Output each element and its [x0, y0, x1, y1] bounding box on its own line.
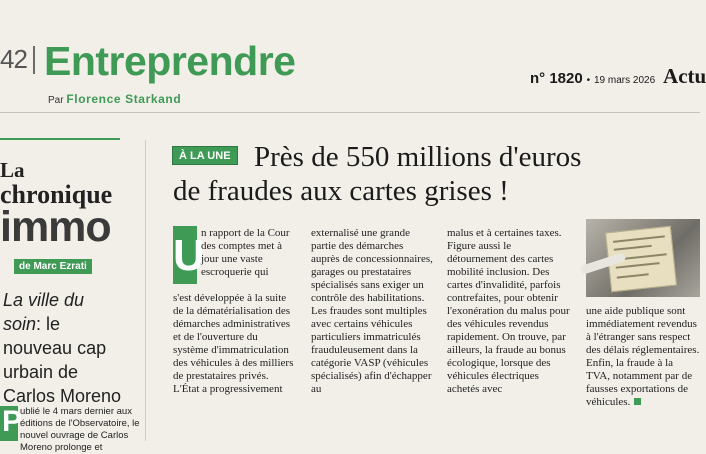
byline: [48, 92, 181, 106]
byline-prefix: Par: [48, 95, 64, 106]
article-line: TVA, notamment par de: [586, 370, 693, 382]
headline-line-1: Près de 550 millions d'euros: [254, 141, 582, 173]
article-dropcap: U: [173, 226, 197, 284]
page-number: 42: [0, 44, 27, 74]
chronique-title-rest: : le nouveau cap urbain de Carlos Moreno: [3, 314, 122, 406]
headline-line-2: de fraudes aux cartes grises !: [173, 175, 509, 207]
article-text: externalisé une grande partie des démarches auprès de concessionnaires, garages ou prestataires spécialisés sans exiger un contrôle des habilitations. Les fraudes sont multiples avec certains véhicules particuliers immatriculés frauduleusement dans la catégorie VASP (véhicules spécialisés) afin d'échapper au: [311, 227, 433, 395]
chronique-top-rule: [0, 138, 120, 140]
header-rule: [0, 112, 700, 113]
issue-info: [530, 64, 706, 89]
chronique-label: chronique: [0, 180, 113, 209]
article-last-line: [586, 396, 700, 409]
article-column-4: [586, 305, 700, 409]
chronique-title-italic: La ville du soin: [3, 290, 85, 334]
article-line: une aide publique sont: [586, 305, 686, 317]
article-line: à l'étranger sans respect: [586, 331, 691, 343]
issue-separator: •: [586, 75, 591, 86]
issue-number: n° 1820: [530, 70, 583, 87]
chronique-title: [3, 288, 123, 408]
article-line: Enfin, la fraude à la: [586, 357, 674, 369]
end-of-article-mark: [634, 398, 641, 405]
article-column-2: [311, 227, 433, 396]
chronique-dropcap: [0, 405, 23, 441]
chronique-label-la: La: [0, 158, 25, 182]
article-text: s'est développée à la suite de la dématérialisation des démarches administratives et de l'ouverture du système d'immatriculation des véhicules à des milliers de prestataires privés. L'État a progressivement: [173, 292, 294, 395]
page-number-divider: [33, 46, 35, 74]
chronique-dropcap-letter: P: [2, 405, 23, 438]
article-column-1-top: [201, 227, 291, 279]
column-separator: [145, 140, 146, 441]
kicker-badge: À LA UNE: [172, 146, 238, 165]
chronique-label-immo: immo: [0, 203, 111, 251]
article-column-1-bottom: [173, 292, 295, 396]
chronique-body: ublié le 4 mars dernier aux éditions de l'Observatoire, le nouvel ouvrage de Carlos Moreno prolonge et: [20, 406, 140, 453]
magazine-brand: Actu: [663, 64, 706, 88]
chronique-author-badge: de Marc Ezrati: [14, 259, 92, 274]
article-line: fausses exportations de: [586, 383, 689, 395]
article-column-3: [447, 227, 572, 396]
article-photo: [586, 219, 700, 297]
article-line: immédiatement revendus: [586, 318, 697, 330]
article-text: n rapport de la Cour des comptes met à jour une vaste escroquerie qui: [201, 227, 290, 278]
issue-date: 19 mars 2026: [594, 75, 656, 86]
article-line: des délais réglementaires.: [586, 344, 700, 356]
article-text: malus et à certaines taxes. Figure aussi le détournement des cartes mobilité inclusion. Des cartes d'invalidité, parfois contrefaites, pour obtenir l'exonération du malus pour des véhicules revendus rapidement. On trouve, par ailleurs, la fraude au bonus écologique, lorsque des véhicules électriques achetés avec: [447, 227, 570, 395]
section-title: Entreprendre: [44, 38, 296, 84]
byline-author: Florence Starkand: [66, 92, 182, 106]
article-line: véhicules.: [586, 396, 631, 408]
